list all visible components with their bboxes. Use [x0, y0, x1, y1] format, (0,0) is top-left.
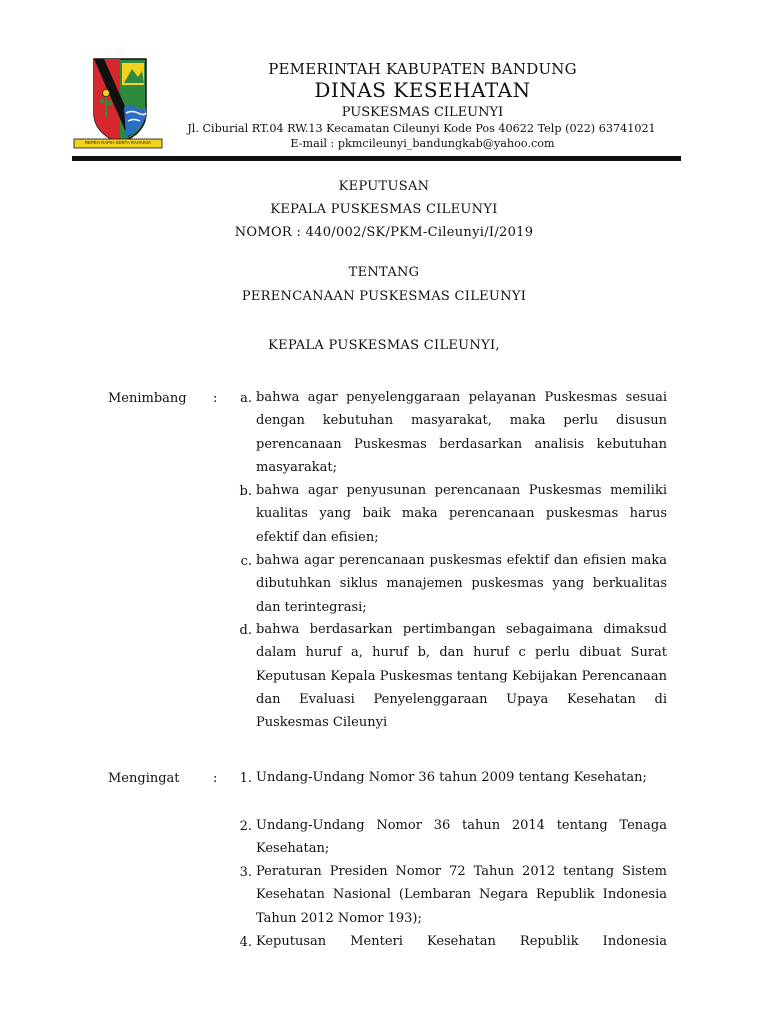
agency-name: DINAS KESEHATAN	[314, 78, 531, 102]
unit-name: PUSKESMAS CILEUNYI	[341, 105, 504, 120]
mengingat-item-marker: 2.	[239, 819, 252, 834]
decree-signatory: KEPALA PUSKESMAS CILEUNYI,	[268, 338, 500, 353]
letterhead	[165, 60, 680, 151]
mengingat-item-text: Undang-Undang Nomor 36 tahun 2014 tentang Tenaga Kesehatan;	[256, 818, 667, 857]
menimbang-item-text: bahwa agar penyelenggaraan pelayanan Puskesmas sesuai dengan kebutuhan masyarakat, maka perlu disusun perencanaan Puskesmas berdasarkan analisis kebutuhan masyarakat;	[256, 390, 667, 475]
logo-motto-ribbon-text: REPEH RAPIH KERTA RAHARJA	[84, 139, 152, 145]
decree-heading: KEPUTUSAN	[338, 179, 430, 194]
mengingat-item-marker: 3.	[239, 865, 252, 880]
decree-issuer: KEPALA PUSKESMAS CILEUNYI	[270, 202, 498, 217]
mengingat-item-text: Keputusan Menteri Kesehatan Republik Indonesia	[256, 934, 667, 949]
letterhead-divider	[72, 156, 681, 161]
government-name: PEMERINTAH KABUPATEN BANDUNG	[268, 60, 577, 78]
email-line: E-mail : pkmcileunyi_bandungkab@yahoo.com	[290, 137, 555, 150]
menimbang-item-text: bahwa berdasarkan pertimbangan sebagaimana dimaksud dalam huruf a, huruf b, dan huruf c perlu dibuat Surat Keputusan Kepala Puskesmas tentang Kebijakan Perencanaan dan Evaluasi Penyelenggaraan Upaya Kesehatan di Puskesmas Cileunyi	[256, 622, 667, 731]
kabupaten-bandung-coat-of-arms-logo	[72, 55, 164, 151]
menimbang-item-marker: a.	[240, 391, 252, 406]
menimbang-label: Menimbang	[108, 391, 187, 406]
menimbang-item-marker: b.	[239, 484, 252, 499]
decree-about-label: TENTANG	[348, 265, 420, 280]
mengingat-colon: :	[213, 771, 218, 786]
mengingat-label: Mengingat	[108, 771, 180, 786]
mengingat-item-marker: 1.	[239, 771, 252, 786]
decree-number: NOMOR : 440/002/SK/PKM-Cileunyi/I/2019	[234, 225, 534, 240]
menimbang-colon: :	[213, 391, 218, 406]
address-line: Jl. Ciburial RT.04 RW.13 Kecamatan Cileunyi Kode Pos 40622 Telp (022) 63741021	[187, 122, 656, 135]
menimbang-item-marker: c.	[240, 554, 252, 569]
mengingat-item-text: Undang-Undang Nomor 36 tahun 2009 tentang Kesehatan;	[256, 770, 647, 785]
mengingat-item-text: Peraturan Presiden Nomor 72 Tahun 2012 tentang Sistem Kesehatan Nasional (Lembaran Negara Republik Indonesia Tahun 2012 Nomor 193);	[256, 864, 667, 926]
decree-subject: PERENCANAAN PUSKESMAS CILEUNYI	[241, 289, 527, 304]
menimbang-item-marker: d.	[239, 623, 252, 638]
menimbang-item-text: bahwa agar penyusunan perencanaan Puskesmas memiliki kualitas yang baik maka perencanaan puskesmas harus efektif dan efisien;	[256, 483, 667, 545]
mengingat-item-marker: 4.	[239, 935, 252, 950]
menimbang-item-text: bahwa agar perencanaan puskesmas efektif dan efisien maka dibutuhkan siklus manajemen puskesmas yang berkualitas dan terintegrasi;	[256, 553, 667, 615]
